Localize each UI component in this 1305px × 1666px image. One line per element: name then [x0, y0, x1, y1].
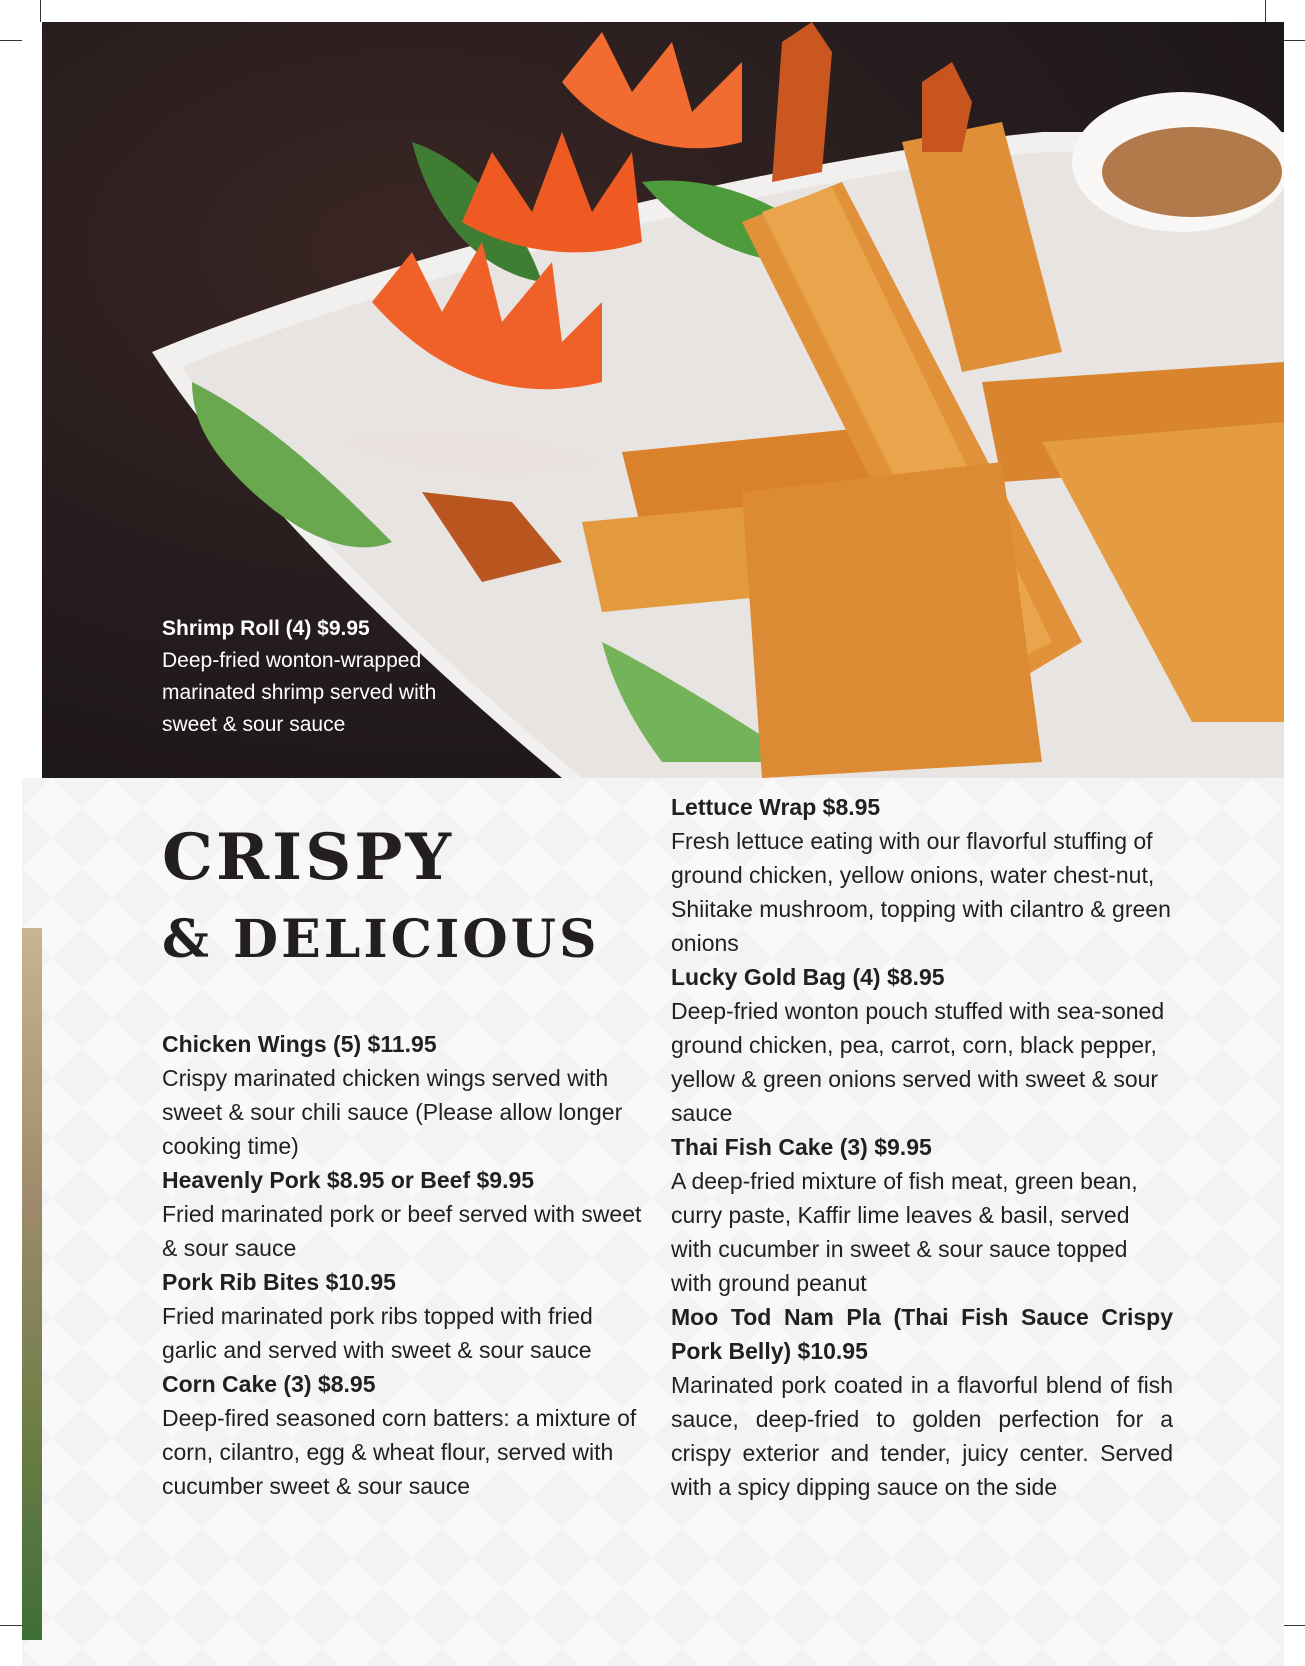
menu-item-title: Corn Cake (3) $8.95 [162, 1371, 376, 1397]
crop-mark-tr-h [1284, 40, 1305, 41]
menu-item-description: Marinated pork coated in a flavorful blend of fish sauce, deep-fried to golden perfection for a crispy exterior and tender, juicy center. Served with a spicy dipping sauce on the side [671, 1372, 1173, 1500]
menu-item-description: Crispy marinated chicken wings served with sweet & sour chili sauce (Please allow longer cooking time) [162, 1065, 623, 1159]
crop-mark-tr-v [1265, 0, 1266, 22]
menu-item [162, 1027, 654, 1163]
dipping-sauce [1102, 127, 1282, 217]
menu-item-title: Lucky Gold Bag (4) $8.95 [671, 964, 945, 990]
heading-line-2: & DELICIOUS [162, 909, 600, 970]
menu-item [671, 790, 1173, 960]
crop-mark-bl-h [0, 1625, 22, 1626]
carrot-flower-3 [562, 32, 742, 148]
menu-item [162, 1367, 654, 1503]
menu-item-description: A deep-fried mixture of fish meat, green bean, curry paste, Kaffir lime leaves & basil, served with cucumber in sweet & sour sauce topped with ground peanut [671, 1168, 1138, 1296]
menu-item [671, 1300, 1173, 1504]
section-heading [162, 820, 600, 980]
hero-photo [42, 22, 1284, 778]
carrot-flower-2 [462, 132, 642, 252]
menu-item-title: Heavenly Pork $8.95 or Beef $9.95 [162, 1167, 535, 1193]
menu-item-title: Moo Tod Nam Pla (Thai Fish Sauce Crispy Pork Belly) $10.95 [671, 1304, 1173, 1364]
menu-column-left [162, 1027, 654, 1503]
crop-mark-tl-v [40, 0, 41, 22]
crop-mark-tl-h [0, 40, 22, 41]
hero-caption [162, 613, 492, 741]
menu-item-title: Chicken Wings (5) $11.95 [162, 1031, 437, 1057]
menu-column-right [671, 790, 1173, 1504]
menu-item [162, 1265, 654, 1367]
hero-item-title: Shrimp Roll (4) $9.95 [162, 617, 370, 640]
menu-item-description: Fresh lettuce eating with our flavorful stuffing of ground chicken, yellow onions, water chest-nut, Shiitake mushroom, topping with cilantro & green onions [671, 828, 1171, 956]
menu-item-description: Fried marinated pork ribs topped with fried garlic and served with sweet & sour sauce [162, 1303, 593, 1363]
side-photo-strip [22, 928, 42, 1640]
crop-mark-br-h [1284, 1625, 1305, 1626]
menu-item [671, 1130, 1173, 1300]
menu-item-title: Pork Rib Bites $10.95 [162, 1269, 396, 1295]
menu-item-description: Deep-fired seasoned corn batters: a mixture of corn, cilantro, egg & wheat flour, served with cucumber sweet & sour sauce [162, 1405, 637, 1499]
menu-item-description: Fried marinated pork or beef served with sweet & sour sauce [162, 1201, 642, 1261]
menu-item [671, 960, 1173, 1130]
menu-item [162, 1163, 654, 1265]
heading-line-1: CRISPY [162, 820, 455, 895]
menu-item-description: Deep-fried wonton pouch stuffed with sea-soned ground chicken, pea, carrot, corn, black pepper, yellow & green onions served with sweet & sour sauce [671, 998, 1165, 1126]
hero-item-description: Deep-fried wonton-wrapped marinated shrimp served with sweet & sour sauce [162, 649, 437, 736]
menu-item-title: Thai Fish Cake (3) $9.95 [671, 1134, 932, 1160]
menu-item-title: Lettuce Wrap $8.95 [671, 794, 881, 820]
